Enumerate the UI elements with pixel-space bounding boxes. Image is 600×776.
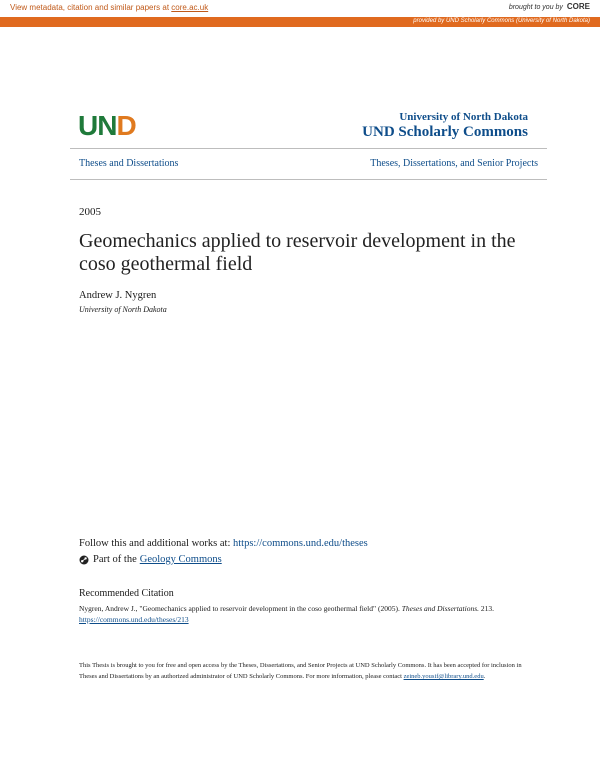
core-metadata-text xyxy=(10,3,208,12)
nav-theses-senior-projects[interactable]: Theses, Dissertations, and Senior Projects xyxy=(370,158,538,169)
author-name: Andrew J. Nygren xyxy=(79,290,157,301)
notice-text: This Thesis is brought to you for free and open access by the Theses, Dissertations, and Senior Projects at UND Scholarly Commons. It has been accepted for inclusion in Theses and Dissertations by an authorized administrator of UND Scholarly Commons. For more information, please contact xyxy=(79,662,522,680)
repository-name[interactable]: UND Scholarly Commons xyxy=(362,124,528,140)
nav-theses-and-dissertations[interactable]: Theses and Dissertations xyxy=(79,158,179,169)
institution-block xyxy=(362,111,528,141)
provided-by-banner xyxy=(0,17,600,27)
citation-number: 213. xyxy=(480,604,494,613)
recommended-citation-heading: Recommended Citation xyxy=(79,588,174,599)
part-of-line xyxy=(79,554,222,565)
brought-by-label: brought to you by xyxy=(508,4,563,11)
author-affiliation: University of North Dakota xyxy=(79,305,167,314)
core-banner xyxy=(0,0,600,16)
network-icon xyxy=(79,555,89,565)
citation-url[interactable]: https://commons.und.edu/theses/213 xyxy=(79,615,189,624)
citation-body xyxy=(79,603,529,625)
header-divider-top xyxy=(70,148,547,149)
contact-email[interactable]: zeineb.yousif@library.und.edu xyxy=(403,673,484,680)
core-brought-by xyxy=(509,2,590,11)
paper-title: Geomechanics applied to reservoir development in the coso geothermal field xyxy=(79,230,516,275)
core-metadata-label: View metadata, citation and similar papers at xyxy=(10,3,170,12)
und-logo-n: N xyxy=(97,110,117,141)
follow-line xyxy=(79,538,368,549)
follow-label: Follow this and additional works at: xyxy=(79,538,231,549)
und-logo-u: U xyxy=(78,110,98,141)
access-notice xyxy=(79,660,529,682)
geology-commons-link[interactable]: Geology Commons xyxy=(139,554,222,565)
core-logo[interactable]: CORE xyxy=(566,2,590,11)
publication-year: 2005 xyxy=(79,206,101,218)
provided-by-text: provided by UND Scholarly Commons (University of North Dakota) xyxy=(413,18,590,24)
follow-url[interactable]: https://commons.und.edu/theses xyxy=(233,538,368,549)
part-of-label: Part of the xyxy=(93,554,137,565)
citation-series: Theses and Dissertations. xyxy=(401,604,479,613)
citation-text: Nygren, Andrew J., "Geomechanics applied to reservoir development in the coso geothermal field" (2005). xyxy=(79,604,400,613)
core-link[interactable]: core.ac.uk xyxy=(171,3,209,12)
notice-end: . xyxy=(483,673,486,680)
header-divider-bottom xyxy=(70,179,547,180)
und-logo[interactable] xyxy=(78,110,136,142)
und-logo-d: D xyxy=(116,110,136,141)
institution-name[interactable]: University of North Dakota xyxy=(399,111,528,123)
